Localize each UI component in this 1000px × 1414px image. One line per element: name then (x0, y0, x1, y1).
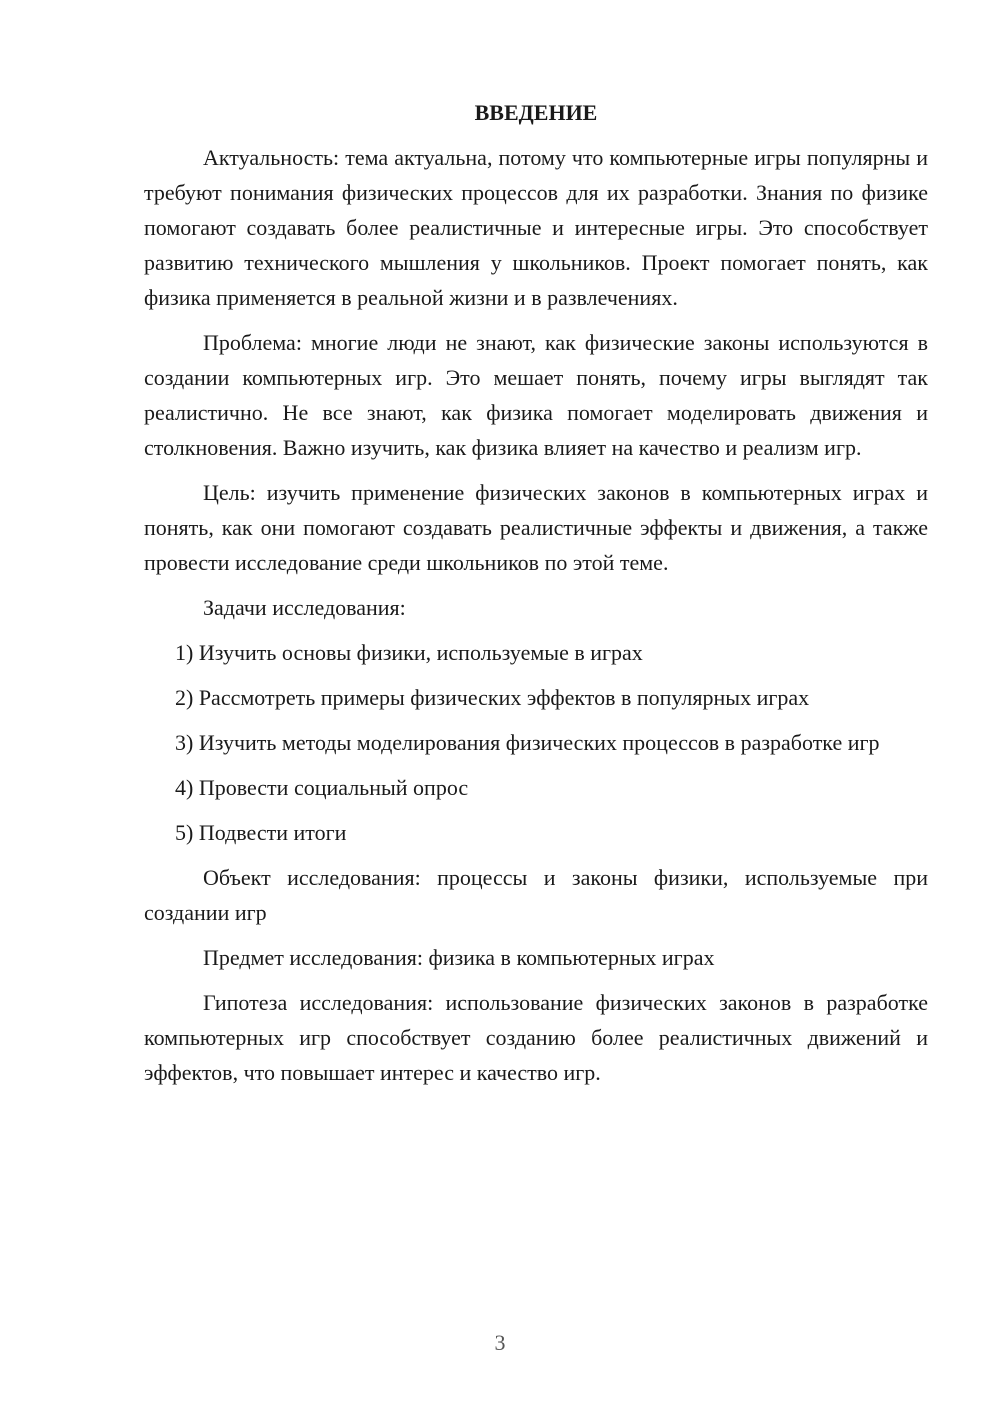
task-item: 3) Изучить методы моделирования физических процессов в разработке игр (175, 730, 880, 755)
page-number: 3 (494, 1330, 506, 1355)
object-paragraph: Объект исследования: процессы и законы физики, используемые при создании игр (144, 865, 928, 925)
task-item: 2) Рассмотреть примеры физических эффектов в популярных играх (175, 685, 810, 710)
task-item: 5) Подвести итоги (175, 820, 347, 845)
relevance-paragraph: Актуальность: тема актуальна, потому что компьютерные игры популярны и требуют понимания физических процессов для их разработки. Знания по физике помогают создавать более реалистичные и интересные игры. Это способствует развитию технического мышления у школьников. Проект помогает понять, как физика применяется в реальной жизни и в развлечениях. (144, 145, 928, 310)
problem-paragraph: Проблема: многие люди не знают, как физические законы используются в создании компьютерных игр. Это мешает понять, почему игры выглядят так реалистично. Не все знают, как физика помогает моделировать движения и столкновения. Важно изучить, как физика влияет на качество и реализм игр. (144, 330, 928, 460)
task-item: 4) Провести социальный опрос (175, 775, 469, 800)
document-page (144, 95, 928, 1100)
subject-paragraph: Предмет исследования: физика в компьютерных играх (203, 945, 715, 970)
task-item: 1) Изучить основы физики, используемые в играх (175, 640, 643, 665)
page-title: ВВЕДЕНИЕ (474, 100, 598, 125)
goal-paragraph: Цель: изучить применение физических законов в компьютерных играх и понять, как они помогают создавать реалистичные эффекты и движения, а также провести исследование среди школьников по этой теме. (144, 480, 928, 575)
hypothesis-paragraph: Гипотеза исследования: использование физических законов в разработке компьютерных игр способствует созданию более реалистичных движений и эффектов, что повышает интерес и качество игр. (144, 990, 928, 1085)
tasks-heading: Задачи исследования: (203, 595, 406, 620)
